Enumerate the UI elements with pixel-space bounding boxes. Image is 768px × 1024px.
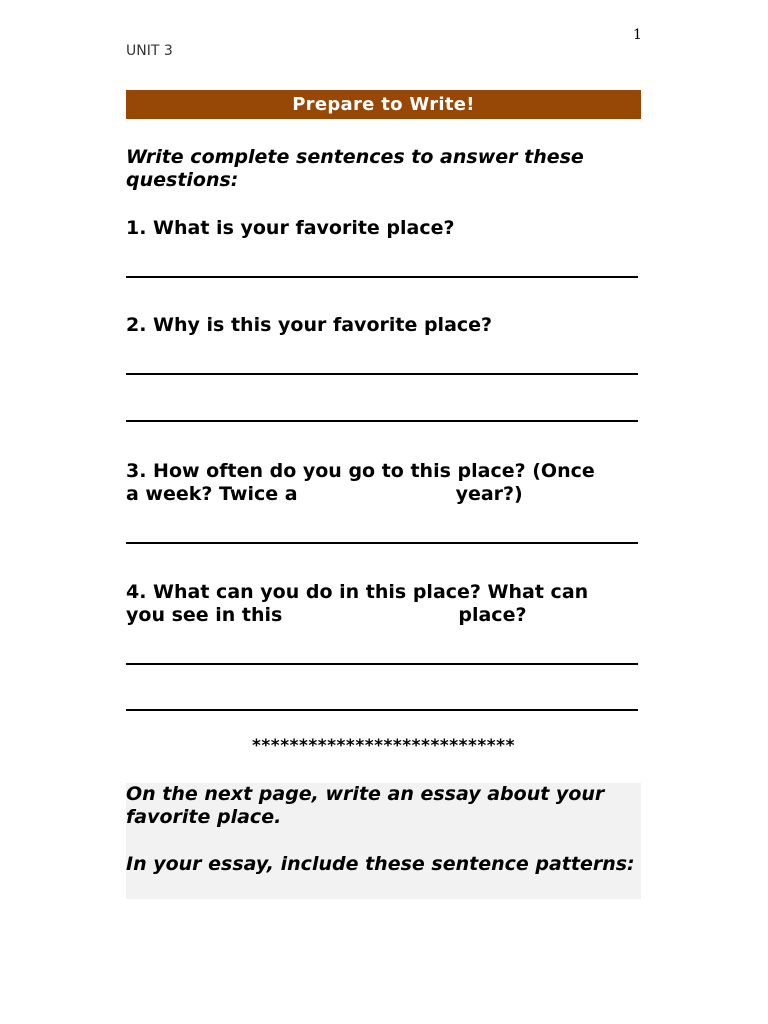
page-number: 1 — [633, 27, 642, 43]
banner-title: Prepare to Write! — [292, 94, 475, 115]
essay-instruction-1: On the next page, write an essay about your favorite place. — [126, 783, 605, 828]
answer-line-3[interactable] — [126, 542, 638, 544]
question-2 — [126, 314, 641, 337]
question-4-line-2-start: you see in this — [126, 604, 283, 626]
question-3-line-2 — [126, 483, 641, 506]
answer-line-1[interactable] — [126, 276, 638, 278]
question-3-line-2-start: a week? Twice a — [126, 483, 298, 505]
question-4 — [126, 581, 641, 627]
question-1 — [126, 217, 641, 240]
question-3-line-1: 3. How often do you go to this place? (Once — [126, 460, 595, 482]
question-3-line-2-end: year?) — [455, 483, 523, 505]
section-banner — [126, 90, 641, 119]
asterisk-separator: **************************** — [252, 736, 515, 756]
essay-instruction-2: In your essay, include these sentence patterns: — [126, 853, 635, 875]
answer-line-4a[interactable] — [126, 663, 638, 665]
question-3 — [126, 460, 641, 506]
answer-line-2b[interactable] — [126, 420, 638, 422]
answer-line-4b[interactable] — [126, 709, 638, 711]
question-4-line-2-end: place? — [458, 604, 527, 626]
question-2-text: 2. Why is this your favorite place? — [126, 314, 493, 336]
question-4-line-2 — [126, 604, 641, 627]
essay-instructions-box — [126, 783, 641, 899]
question-4-line-1: 4. What can you do in this place? What can — [126, 581, 589, 603]
answer-line-2a[interactable] — [126, 373, 638, 375]
question-1-text: 1. What is your favorite place? — [126, 217, 455, 239]
instructions-text: Write complete sentences to answer these questions: — [126, 146, 584, 191]
unit-label: UNIT 3 — [126, 43, 173, 59]
